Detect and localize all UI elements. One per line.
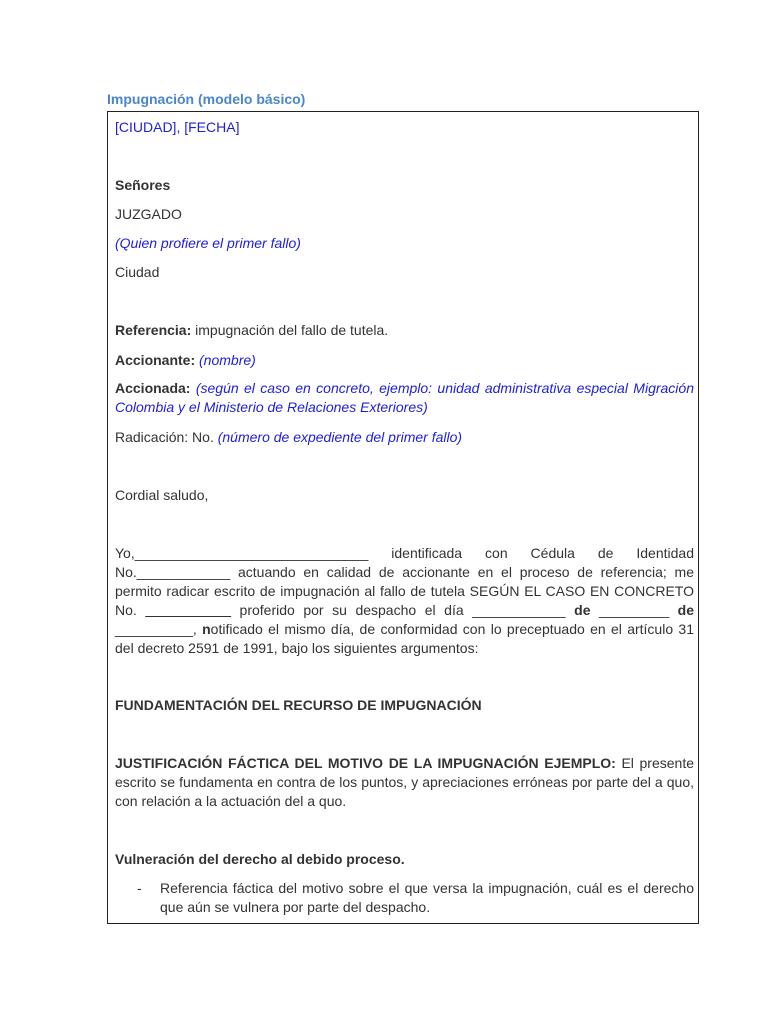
body-blank-1: ___________ xyxy=(145,602,231,618)
reference-line xyxy=(115,321,694,340)
accionada-line xyxy=(115,379,694,417)
violation-heading: Vulneración del derecho al debido proceso. xyxy=(115,851,405,867)
salutation: Señores xyxy=(115,177,171,193)
radicacion-line xyxy=(115,428,694,447)
accionante-line xyxy=(115,351,694,370)
accionada-text: (según el caso en concreto, ejemplo: unidad administrativa especial Migración Colombia y el Ministerio de Relaciones Exteriores) xyxy=(115,380,694,415)
radicacion-label: Radicación: No. xyxy=(115,429,218,445)
body-line1-start: Yo,______________________________ xyxy=(115,545,369,561)
bullet-marker: - xyxy=(137,880,142,896)
justification-paragraph xyxy=(115,754,694,811)
body-rest-start: No.____________ actuando en calidad de accionante en el proceso de referencia; me permito radicar escrito de impugnación al fallo de tutela SEGÚN EL CASO EN CONCRETO No. xyxy=(115,564,694,618)
document-title: Impugnación (modelo básico) xyxy=(107,91,306,107)
body-paragraph xyxy=(115,563,694,658)
bullet-text: Referencia fáctica del motivo sobre el que versa la impugnación, cuál es el derecho que aún se vulnera por parte del despacho. xyxy=(160,880,694,915)
greeting: Cordial saludo, xyxy=(115,487,209,503)
city-line: Ciudad xyxy=(115,264,160,280)
section-heading: FUNDAMENTACIÓN DEL RECURSO DE IMPUGNACIÓN xyxy=(115,697,482,713)
body-blank-3: __________, xyxy=(115,621,197,637)
body-text-3: otificado el mismo día, de conformidad con lo preceptuado en el artículo 31 del decreto 2591 de 1991, bajo los siguientes argumentos: xyxy=(115,621,694,656)
body-text-2: proferido por su despacho el día ____________ xyxy=(231,602,575,618)
court-name: JUZGADO xyxy=(115,206,182,222)
letter-box xyxy=(107,111,699,924)
radicacion-text: (número de expediente del primer fallo) xyxy=(217,429,463,445)
body-line-1 xyxy=(115,544,694,563)
body-de-1: de xyxy=(574,602,591,618)
justification-label: JUSTIFICACIÓN FÁCTICA DEL MOTIVO DE LA IMPUGNACIÓN EJEMPLO: xyxy=(115,755,616,771)
body-de-2: de xyxy=(677,602,694,618)
accionante-text: (nombre) xyxy=(199,352,256,368)
accionante-label: Accionante: xyxy=(115,352,196,368)
reference-text: impugnación del fallo de tutela. xyxy=(191,322,389,338)
body-blank-2: _________ xyxy=(590,602,678,618)
body-n-bold: n xyxy=(202,621,211,637)
reference-label: Referencia: xyxy=(115,322,192,338)
court-note: (Quien profiere el primer fallo) xyxy=(115,235,301,251)
accionada-label: Accionada: xyxy=(115,380,191,396)
justification-text: El presente escrito se fundamenta en contra de los puntos, y apreciaciones erróneas por parte del a quo, con relación a la actuación del a quo. xyxy=(115,755,694,809)
body-line1-mid: identificada con Cédula de Identidad xyxy=(391,545,694,561)
place-date: [CIUDAD], [FECHA] xyxy=(115,119,240,135)
